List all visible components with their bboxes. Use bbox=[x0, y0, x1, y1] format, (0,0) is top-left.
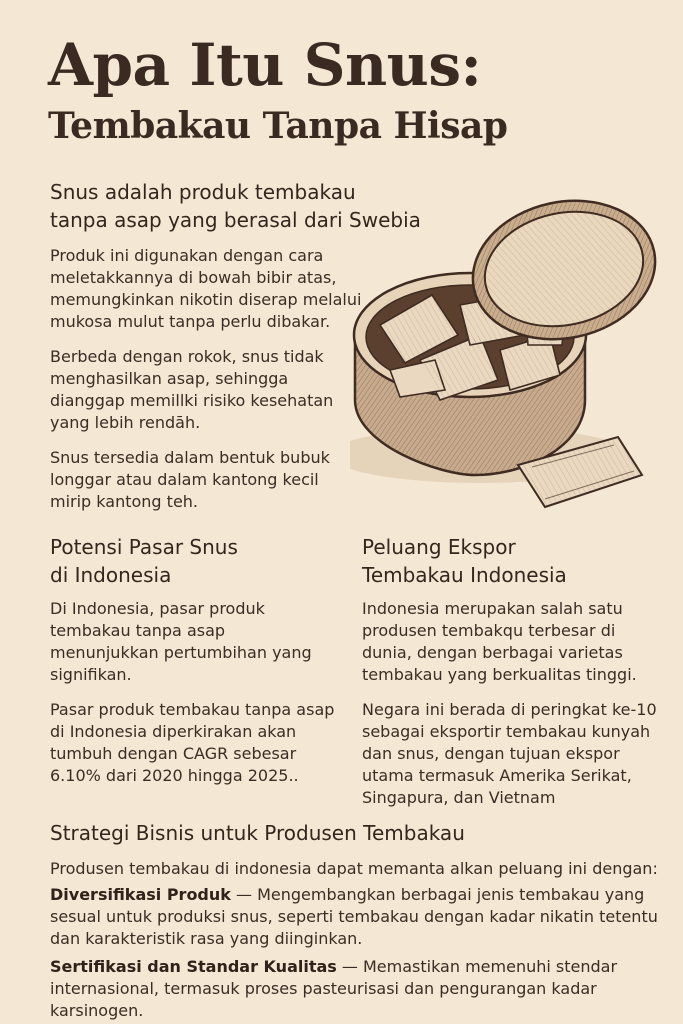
page-title: Apa Itu Snus: bbox=[48, 31, 482, 99]
intro-paragraph-forms: Snus tersedia dalam bentuk bubuk longgar atau dalam kantong kecil mirip kantong teh. bbox=[50, 448, 330, 511]
strategy-item-diversification bbox=[50, 884, 670, 950]
strategy-item-term: Diversifikasi Produk bbox=[50, 885, 231, 904]
strategy-item-term: Sertifikasi dan Standar Kualitas bbox=[50, 957, 337, 976]
snus-tin-icon bbox=[350, 185, 660, 530]
strategy-item-desc: — Memastikan memenuhi stendar internasional, termasuk proses pasteurisasi dan pengurangan kadar karsinogen. bbox=[50, 957, 618, 1020]
market-paragraph-cagr: Pasar produk tembakau tanpa asap di Indonesia diperkirakan akan tumbuh dengan CAGR sebesar 6.10% dari 2020 hingga 2025.. bbox=[50, 700, 335, 785]
intro-paragraph-smoke: Berbeda dengan rokok, snus tidak menghasilkan asap, sehingga dianggap memillki risiko kesehatan yang lebih rendāh. bbox=[50, 347, 334, 432]
market-heading: Potensi Pasar Snus di Indonesia bbox=[50, 535, 238, 587]
strategy-item-certification bbox=[50, 956, 670, 1022]
strategy-heading: Strategi Bisnis untuk Produsen Tembakau bbox=[50, 821, 465, 845]
intro-heading: Snus adalah produk tembakau tanpa asap yang berasal dari Swebia bbox=[50, 180, 421, 232]
page-subtitle: Tembakau Tanpa Hisap bbox=[48, 105, 508, 147]
export-paragraph-ranking: Negara ini berada di peringkat ke-10 sebagai eksportir tembakau kunyah dan snus, dengan tujuan ekspor utama termasuk Amerika Serikat, Singapura, dan Vietnam bbox=[362, 700, 657, 807]
export-paragraph-producer: Indonesia merupakan salah satu produsen tembakqu terbesar di dunia, dengan berbagai varietas tembakau yang berkualitas tinggi. bbox=[362, 599, 637, 684]
export-heading: Peluang Ekspor Tembakau Indonesia bbox=[362, 535, 567, 587]
strategy-intro: Produsen tembakau di indonesia dapat memanta alkan peluang ini dengan: bbox=[50, 859, 658, 878]
intro-paragraph-usage: Produk ini digunakan dengan cara meletakkannya di bowah bibir atas, memungkinkan nikotin diserap melalui mukosa mulut tanpa perlu dibakar. bbox=[50, 246, 362, 331]
market-paragraph-growth: Di Indonesia, pasar produk tembakau tanpa asap menunjukkan pertumbihan yang signifikan. bbox=[50, 599, 312, 684]
strategy-item-desc: — Mengembangkan berbagai jenis tembakau yang sesual untuk produksi snus, seperti tembakau dengan kadar nikatin tetentu dan karakteristik rasa yang diinginkan. bbox=[50, 885, 658, 948]
